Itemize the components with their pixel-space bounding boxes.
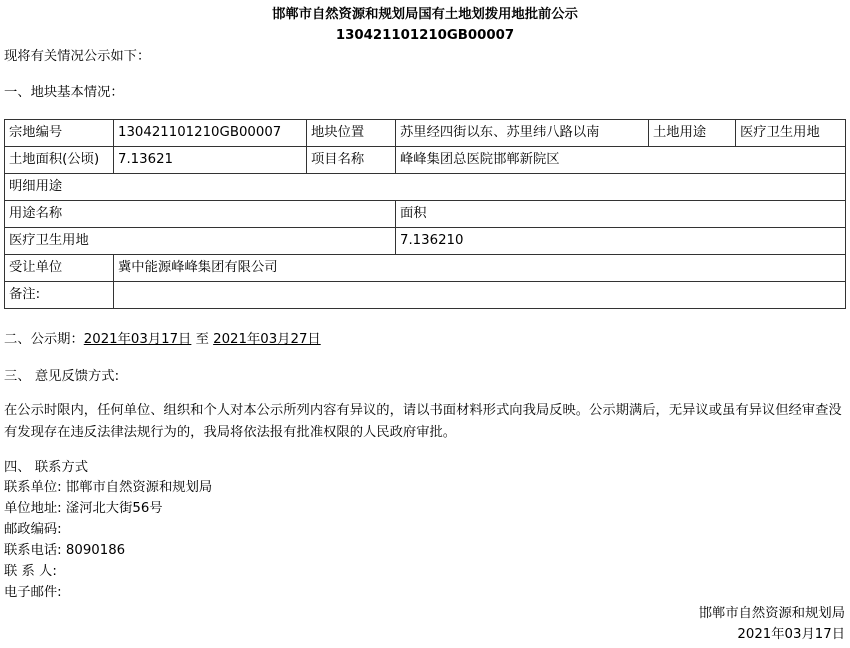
detail-usage-name: 医疗卫生用地 — [5, 228, 396, 255]
grantee-label: 受让单位 — [5, 255, 114, 282]
remark-value — [114, 282, 846, 309]
contact-email-line — [4, 583, 62, 603]
period-start-date: 2021年03月17日 — [83, 332, 192, 347]
contact-address-value: 滏河北大街56号 — [65, 501, 163, 516]
remark-label: 备注: — [5, 282, 114, 309]
table-row — [5, 174, 846, 201]
section2-publicity-period — [4, 330, 321, 350]
contact-postcode-label: 邮政编码: — [4, 522, 62, 537]
period-to-word: 至 — [195, 332, 209, 347]
page-title: 邯郸市自然资源和规划局国有土地划拨用地批前公示 — [272, 7, 578, 22]
period-end-date: 2021年03月27日 — [213, 332, 321, 347]
section2-heading: 二、公示期： — [4, 332, 84, 347]
footer-date: 2021年03月17日 — [737, 627, 845, 642]
contact-unit-value: 邯郸市自然资源和规划局 — [65, 480, 213, 495]
table-row — [5, 282, 846, 309]
contact-phone-value: 8090186 — [65, 543, 126, 558]
footer-issuer: 邯郸市自然资源和规划局 — [698, 606, 845, 621]
table-row — [5, 120, 846, 147]
location-value: 苏里经四街以东、苏里纬八路以南 — [396, 120, 649, 147]
contact-email-label: 电子邮件: — [4, 585, 62, 600]
area-header: 面积 — [396, 201, 846, 228]
section4-heading: 四、 联系方式 — [4, 460, 89, 475]
location-label: 地块位置 — [307, 120, 396, 147]
parcel-no-value: 130421101210GB00007 — [114, 120, 307, 147]
area-value: 7.13621 — [114, 147, 307, 174]
contact-phone-line — [4, 541, 125, 561]
table-row — [5, 147, 846, 174]
contact-postcode-line — [4, 520, 62, 540]
parcel-no-label: 宗地编号 — [5, 120, 114, 147]
area-label: 土地面积(公顷) — [5, 147, 114, 174]
contact-address-line — [4, 499, 163, 519]
feedback-paragraph: 在公示时限内，任何单位、组织和个人对本公示所列内容有异议的，请以书面材料形式向我局反映。公示期满后，无异议或虽有异议但经审查没有发现存在违反法律法规行为的，我局将依法报有批准权限的人民政府审批。 — [4, 403, 842, 440]
detail-usage-label: 明细用途 — [5, 174, 846, 201]
contact-person-label: 联 系 人: — [4, 564, 57, 579]
project-value: 峰峰集团总医院邯郸新院区 — [396, 147, 846, 174]
section3-heading: 三、 意见反馈方式: — [4, 369, 120, 384]
usage-name-header: 用途名称 — [5, 201, 396, 228]
contact-unit-label: 联系单位: — [4, 480, 62, 495]
project-label: 项目名称 — [307, 147, 396, 174]
table-row — [5, 201, 846, 228]
contact-phone-label: 联系电话: — [4, 543, 62, 558]
contact-address-label: 单位地址: — [4, 501, 62, 516]
grantee-value: 冀中能源峰峰集团有限公司 — [114, 255, 846, 282]
table-row — [5, 255, 846, 282]
contact-person-line — [4, 562, 57, 582]
section1-heading: 一、地块基本情况： — [4, 85, 124, 100]
contact-unit-line — [4, 478, 212, 498]
detail-usage-area: 7.136210 — [396, 228, 846, 255]
page-subtitle-code: 130421101210GB00007 — [335, 28, 515, 43]
intro-text: 现将有关情况公示如下： — [4, 49, 151, 64]
usage-value: 医疗卫生用地 — [736, 120, 846, 147]
usage-label: 土地用途 — [649, 120, 736, 147]
parcel-info-table — [4, 119, 846, 309]
table-row — [5, 228, 846, 255]
